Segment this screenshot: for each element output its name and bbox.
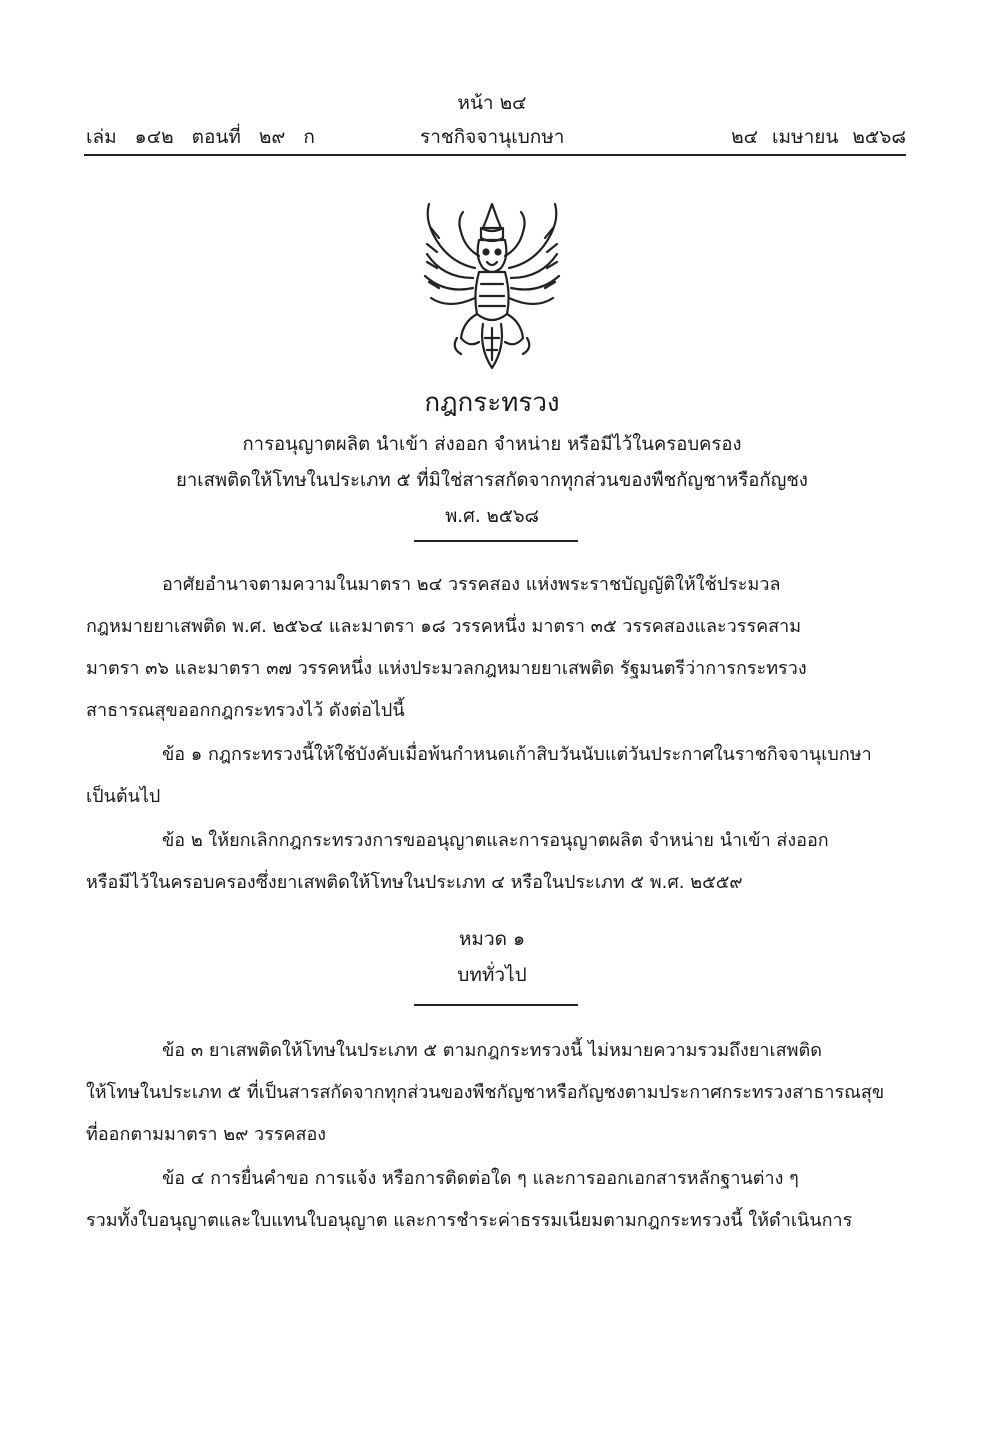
clause-2-line: ข้อ ๒ ให้ยกเลิกกฎกระทรวงการขออนุญาตและการอนุญาตผลิต จำหน่าย นำเข้า ส่งออก	[162, 830, 829, 851]
preamble-line: สาธารณสุขออกกฎกระทรวงไว้ ดังต่อไปนี้	[86, 700, 405, 721]
header-divider	[84, 154, 906, 156]
date-month: เมษายน	[772, 126, 839, 148]
clause-1-line: ข้อ ๑ กฎกระทรวงนี้ให้ใช้บังคับเมื่อพ้นกำหนดเก้าสิบวันนับแต่วันประกาศในราชกิจจานุเบกษา	[162, 744, 872, 765]
volume-number: ๑๔๒	[134, 126, 174, 148]
chapter-number: หมวด ๑	[458, 928, 526, 950]
preamble-line: อาศัยอำนาจตามความในมาตรา ๒๔ วรรคสอง แห่งพระราชบัญญัติให้ใช้ประมวล	[162, 574, 781, 595]
header-issue-info	[86, 122, 333, 152]
preamble-line: มาตรา ๓๖ และมาตรา ๓๗ วรรคหนึ่ง แห่งประมวลกฎหมายยาเสพติด รัฐมนตรีว่าการกระทรวง	[86, 658, 807, 679]
clause-4-line: รวมทั้งใบอนุญาตและใบแทนใบอนุญาต และการชำระค่าธรรมเนียมตามกฎกระทรวงนี้ ให้ดำเนินการ	[86, 1210, 853, 1231]
clause-3-line: ให้โทษในประเภท ๕ ที่เป็นสารสกัดจากทุกส่วนของพืชกัญชาหรือกัญชงตามประกาศกระทรวงสาธารณสุข	[86, 1082, 885, 1103]
gazette-header	[86, 122, 906, 152]
clause-3-line: ที่ออกตามมาตรา ๒๙ วรรคสอง	[86, 1124, 327, 1145]
clause-4-line: ข้อ ๔ การยื่นคำขอ การแจ้ง หรือการติดต่อใด ๆ และการออกเอกสารหลักฐานต่าง ๆ	[162, 1168, 799, 1189]
clause-3-line: ข้อ ๓ ยาเสพติดให้โทษในประเภท ๕ ตามกฎกระทรวงนี้ ไม่หมายความรวมถึงยาเสพติด	[162, 1040, 822, 1061]
date-year: ๒๕๖๘	[852, 126, 906, 148]
title-line-1: การอนุญาตผลิต นำเข้า ส่งออก จำหน่าย หรือมีไว้ในครอบครอง	[242, 434, 742, 455]
title-line-2: ยาเสพติดให้โทษในประเภท ๕ ที่มิใช่สารสกัดจากทุกส่วนของพืชกัญชาหรือกัญชง	[176, 470, 808, 491]
title-year: พ.ศ. ๒๕๖๘	[445, 506, 539, 527]
header-date	[717, 122, 906, 152]
page-number: หน้า ๒๔	[457, 92, 527, 114]
gazette-name: ราชกิจจานุเบกษา	[420, 126, 565, 148]
section-label: ตอนที่	[191, 126, 241, 148]
chapter-name: บททั่วไป	[457, 964, 527, 986]
part-letter: ก	[303, 126, 315, 148]
clause-2-line: หรือมีไว้ในครอบครองซึ่งยาเสพติดให้โทษในประเภท ๔ หรือในประเภท ๕ พ.ศ. ๒๕๕๙	[86, 872, 743, 893]
date-day: ๒๔	[731, 126, 759, 148]
garuda-emblem-icon	[417, 198, 567, 373]
preamble-line: กฎหมายยาเสพติด พ.ศ. ๒๕๖๔ และมาตรา ๑๘ วรรคหนึ่ง มาตรา ๓๕ วรรคสองและวรรคสาม	[86, 616, 802, 637]
title-divider	[414, 540, 578, 542]
volume-label: เล่ม	[86, 126, 117, 148]
clause-1-line: เป็นต้นไป	[86, 786, 161, 807]
document-type-title: กฎกระทรวง	[424, 388, 560, 418]
section-number: ๒๙	[258, 126, 286, 148]
chapter-divider	[414, 1004, 578, 1006]
